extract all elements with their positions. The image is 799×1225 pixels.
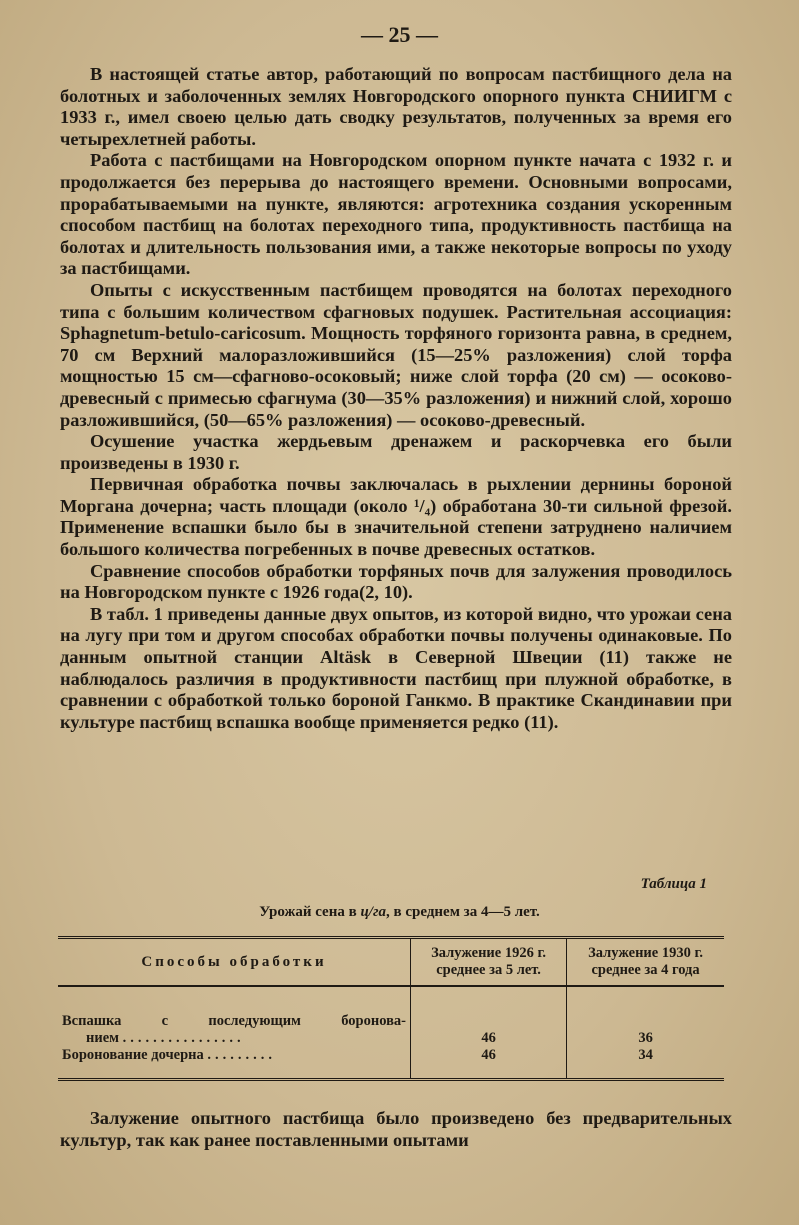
table-title-suffix: , в среднем за 4—5 лет. — [386, 904, 540, 920]
header-method: Способы обработки — [58, 938, 411, 987]
table-title-prefix: Урожай сена в — [259, 904, 361, 920]
table-caption: Таблица 1 — [640, 876, 707, 892]
paragraph: В настоящей статье автор, работающий по вопросам пастбищного дела на болотных и заболоченных землях Новгородского опорного пункта СНИИГМ с 1933 г., имел своею целью дать сводку результатов, полученных за время его четырехлетней работы. — [60, 64, 732, 149]
table-row — [58, 1047, 724, 1080]
row-label-line2: нием — [86, 1030, 120, 1046]
paragraph: Сравнение способов обработки торфяных почв для залужения проводилось на Новгородском пункте с 1926 года(2, 10). — [60, 560, 732, 603]
row-label — [58, 1013, 411, 1047]
page-number: — 25 — — [361, 22, 438, 47]
paragraph: В табл. 1 приведены данные двух опытов, из которой видно, что урожаи сена на лугу при том и другом способах обработки почвы получены одинаковые. По данным опытной станции Altäsk в Северной Швеции (11) также не наблюдалось различия в продуктивности пастбищ при плужной обработке, в сравнении с обработкой только бороной Ганкмо. В практике Скандинавии при культуре пастбищ вспашка вообще применяется редко (11). — [60, 603, 732, 732]
body-text — [60, 64, 732, 733]
leader-dots: ......... — [207, 1047, 276, 1063]
paragraph: Опыты с искусственным пастбищем проводятся на болотах переходного типа с большим количеством сфагновых подушек. Растительная ассоциация: Sphagnetum-betulo-caricosum. Мощность торфяного горизонта равна, в среднем, 70 см Верхний малоразложившийся (15—25% разложения) слой торфа мощностью 15 см—сфагново-осоковый; ниже слой торфа (20 см) — осоково-древесный с примесью сфагнума (30—35% разложения) и нижний слой, хорошо разложившийся, (50—65% разложения) — осоково-древесный. — [60, 279, 732, 430]
header-col-1930: Залужение 1930 г. среднее за 4 года — [567, 938, 724, 987]
leader-dots: ................ — [122, 1030, 245, 1046]
table-row — [58, 1013, 724, 1047]
paragraph: Первичная обработка почвы заключалась в рыхлении дернины бороной Моргана дочерна; часть площади (около ¹/₄) обработана 30-ти сильной фрезой. Применение вспашки было бы в значительной степени затруднено наличием большого количества погребенных в почве древесных остатков. — [60, 474, 732, 560]
cell-1930: 36 — [567, 1013, 724, 1047]
table-header-row — [58, 938, 724, 987]
paragraph: Работа с пастбищами на Новгородском опорном пункте начата с 1932 г. и продолжается без перерыва до настоящего времени. Основными вопросами, прорабатываемыми на пункте, являются: агротехника создания ускоренным способом пастбищ на болотах переходного типа, продуктивность пастбища на болотах и длительность пользования ими, а также некоторые вопросы по уходу за пастбищами. — [60, 150, 732, 279]
row-label-line1: Вспашка с последующим боронова- — [62, 1013, 406, 1029]
row-label — [58, 1047, 411, 1080]
cell-1926: 46 — [411, 1047, 567, 1080]
cell-1926: 46 — [411, 1013, 567, 1047]
cell-1930: 34 — [567, 1047, 724, 1080]
row-label-line1: Боронование дочерна — [62, 1047, 204, 1063]
table-title-unit: ц/га — [360, 904, 387, 920]
paragraph: Осушение участка жердьевым дренажем и раскорчевка его были произведены в 1930 г. — [60, 431, 732, 473]
continuation-text — [60, 1108, 732, 1151]
table-title — [0, 904, 799, 921]
paragraph: Залужение опытного пастбища было произведено без предварительных культур, так как ранее поставленными опытами — [60, 1108, 732, 1150]
header-col-1926: Залужение 1926 г. среднее за 5 лет. — [411, 938, 567, 987]
table-spacer-row — [58, 986, 724, 1013]
yield-table — [58, 936, 724, 1081]
